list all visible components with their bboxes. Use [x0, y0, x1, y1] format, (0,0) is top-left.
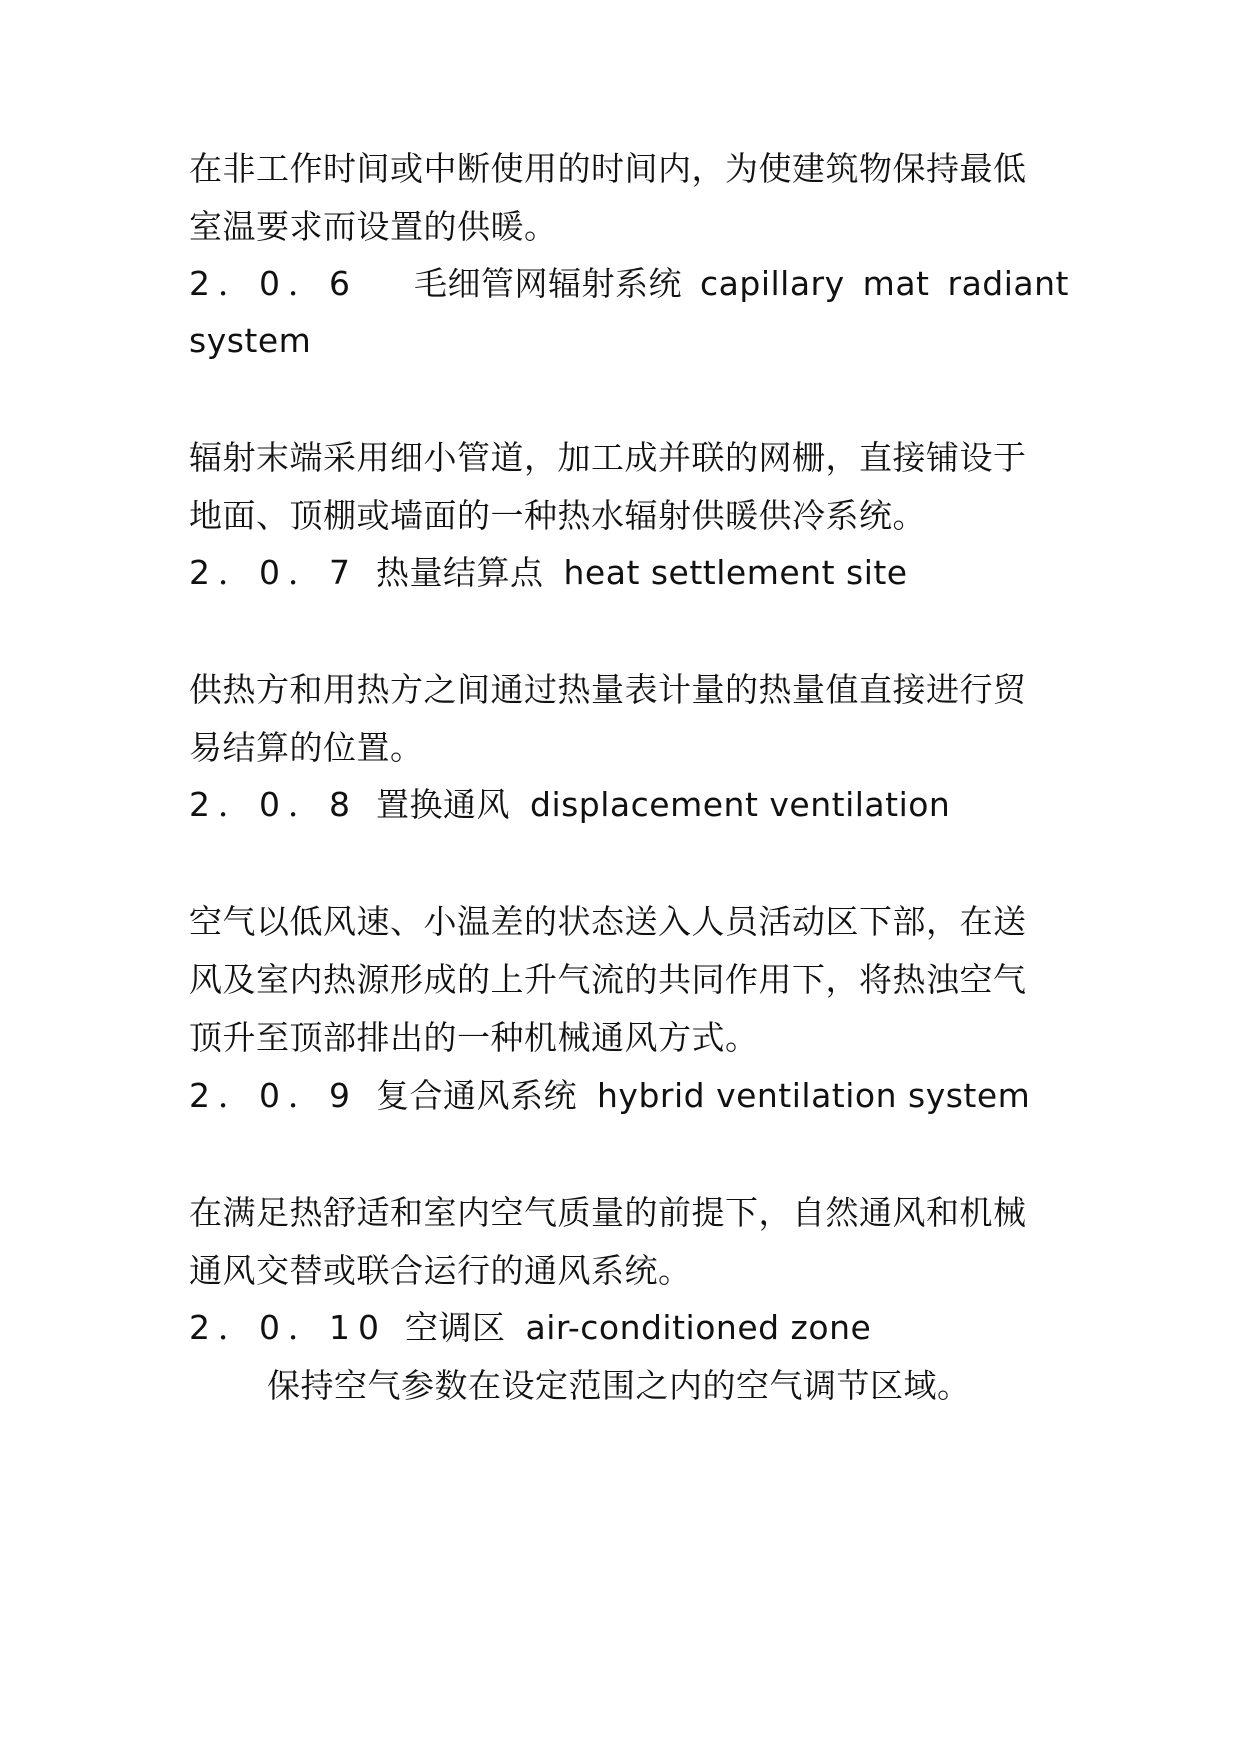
paragraph-line: 供热方和用热方之间通过热量表计量的热量值直接进行贸 [189, 670, 1027, 709]
term-heading-left [189, 264, 682, 304]
term-number: 2．0．6 [189, 264, 358, 303]
paragraph-line: 顶升至顶部排出的一种机械通风方式。 [189, 1018, 759, 1057]
paragraph-line: 在非工作时间或中断使用的时间内，为使建筑物保持最低 [189, 149, 1027, 188]
paragraph-line: 室温要求而设置的供暖。 [189, 207, 558, 246]
paragraph-line: 通风交替或联合运行的通风系统。 [189, 1251, 692, 1290]
term-english-word: radiant [947, 264, 1069, 303]
term-number: 2．0．8 [189, 785, 358, 824]
paragraph-line: 空气以低风速、小温差的状态送入人员活动区下部，在送 [189, 902, 1027, 941]
paragraph-line: 风及室内热源形成的上升气流的共同作用下，将热浊空气 [189, 960, 1027, 999]
paragraph-line: 易结算的位置。 [189, 728, 424, 767]
term-chinese: 空调区 [404, 1308, 506, 1347]
term-number: 2．0．9 [189, 1076, 358, 1115]
term-english-word: mat [862, 264, 930, 303]
term-number: 2．0．7 [189, 553, 358, 592]
paragraph-line: 辐射末端采用细小管道，加工成并联的网栅，直接铺设于 [189, 438, 1027, 477]
term-heading-2-0-9 [189, 1076, 1069, 1116]
term-english: hybrid ventilation system [597, 1076, 1031, 1115]
paragraph-line: 保持空气参数在设定范围之内的空气调节区域。 [267, 1366, 971, 1405]
term-chinese: 毛细管网辐射系统 [414, 264, 682, 303]
term-chinese: 复合通风系统 [376, 1076, 577, 1115]
term-heading-2-0-8 [189, 785, 1069, 825]
term-english: air-conditioned zone [525, 1308, 872, 1347]
term-chinese: 热量结算点 [376, 553, 544, 592]
term-heading-2-0-10 [189, 1308, 1069, 1348]
term-chinese: 置换通风 [376, 785, 510, 824]
term-english-word: capillary [700, 264, 845, 303]
paragraph-line: 在满足热舒适和室内空气质量的前提下，自然通风和机械 [189, 1193, 1027, 1232]
term-english: displacement ventilation [530, 785, 951, 824]
term-english: heat settlement site [563, 553, 908, 592]
term-heading-2-0-6 [189, 264, 1069, 304]
term-number: 2．0．10 [189, 1308, 387, 1347]
term-heading-2-0-7 [189, 553, 1069, 593]
paragraph-line: 地面、顶棚或墙面的一种热水辐射供暖供冷系统。 [189, 496, 926, 535]
term-english-wrap: system [189, 321, 312, 360]
